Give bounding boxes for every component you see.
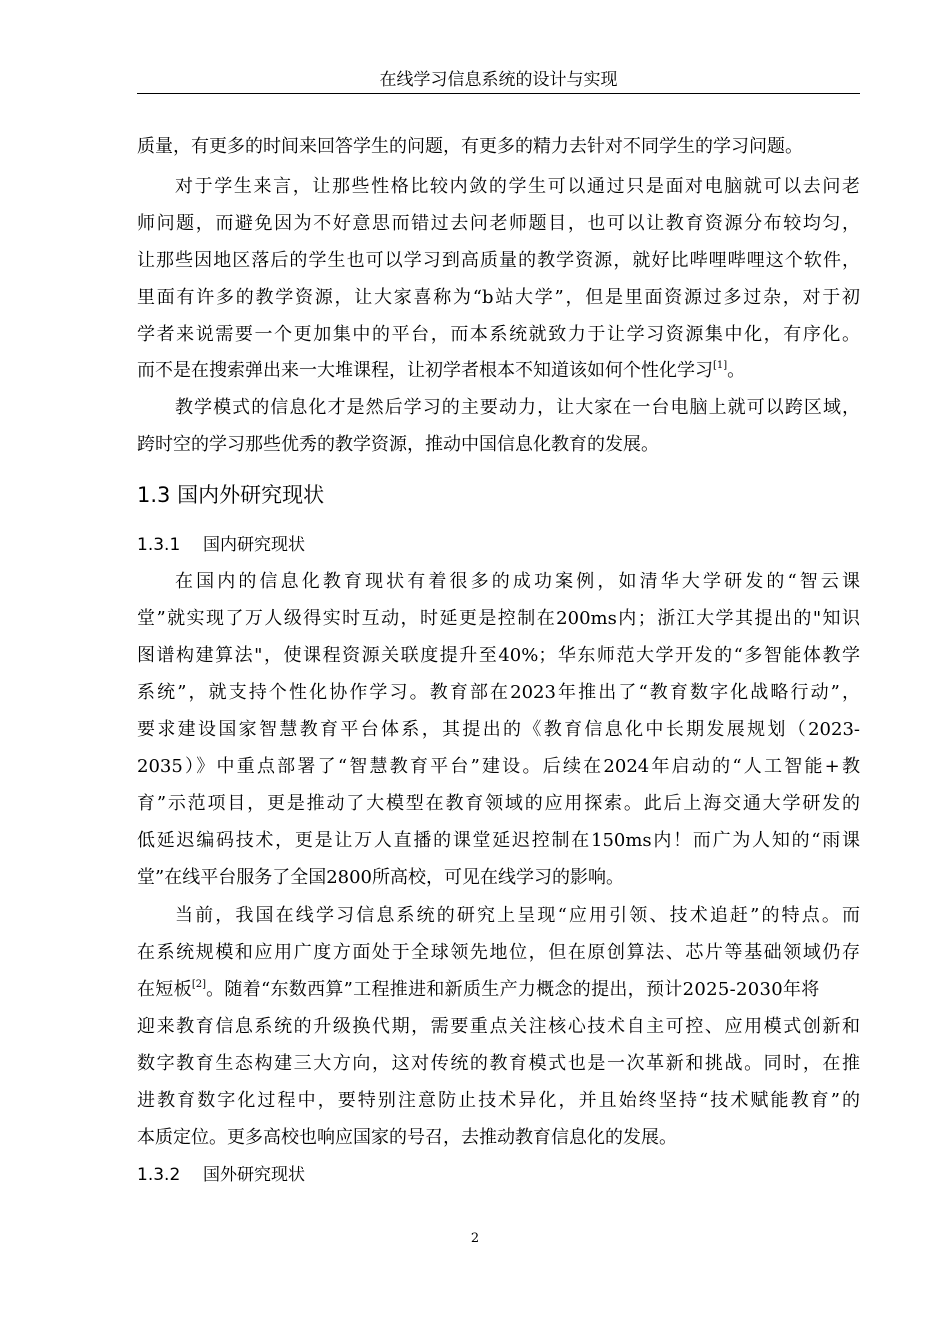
citation-ref[interactable]: [1]	[713, 360, 728, 371]
paragraph-line: 当前，我国在线学习信息系统的研究上呈现“应用引领、技术追赶”的特点。而	[175, 905, 860, 926]
paragraph-line: 迎来教育信息系统的升级换代期，需要重点关注核心技术自主可控、应用模式创新和	[137, 1016, 860, 1037]
paragraph-line: 学者来说需要一个更加集中的平台，而本系统就致力于让学习资源集中化，有序化。	[137, 324, 860, 345]
paragraph-line: 堂”在线平台服务了全国2800所高校，可见在线学习的影响。	[137, 867, 625, 888]
paragraph-line: 跨时空的学习那些优秀的教学资源，推动中国信息化教育的发展。	[137, 434, 659, 455]
page-number: 2	[470, 1231, 480, 1246]
paragraph-line: 系统”，就支持个性化协作学习。教育部在2023年推出了“教育数字化战略行动”，	[137, 682, 860, 703]
paragraph-line: 教学模式的信息化才是然后学习的主要动力，让大家在一台电脑上就可以跨区域，	[175, 397, 860, 418]
paragraph-line: 育”示范项目，更是推动了大模型在教育领域的应用探索。此后上海交通大学研发的	[137, 793, 860, 814]
paragraph-line: 要求建设国家智慧教育平台体系，其提出的《教育信息化中长期发展规划（2023-	[137, 719, 860, 740]
paragraph-line: 2035）》中重点部署了“智慧教育平台”建设。后续在2024年启动的“人工智能+教	[137, 756, 860, 777]
paragraph-line: 里面有许多的教学资源，让大家喜称为“b站大学”，但是里面资源过多过杂，对于初	[137, 287, 860, 308]
paragraph-text: 。随着“东数西算”工程推进和新质生产力概念的提出，预计2025-2030年将	[206, 979, 820, 1000]
paragraph-line: 进教育数字化过程中，要特别注意防止技术异化，并且始终坚持“技术赋能教育”的	[137, 1090, 860, 1111]
paragraph-line: 让那些因地区落后的学生也可以学习到高质量的教学资源，就好比哔哩哔哩这个软件，	[137, 250, 860, 271]
paragraph-text: 而不是在搜索弹出来一大堆课程，让初学者根本不知道该如何个性化学习	[137, 360, 713, 381]
subsection-number: 1.3.1	[137, 535, 181, 555]
subsection-number: 1.3.2	[137, 1165, 181, 1185]
paragraph-line	[137, 975, 860, 1005]
paragraph-line: 质量，有更多的时间来回答学生的问题，有更多的精力去针对不同学生的学习问题。	[137, 136, 803, 157]
running-header: 在线学习信息系统的设计与实现	[379, 70, 618, 90]
paragraph-line: 堂”就实现了万人级得实时互动，时延更是控制在200ms内；浙江大学其提出的"知识	[137, 608, 860, 629]
paragraph-line: 数字教育生态构建三大方向，这对传统的教育模式也是一次革新和挑战。同时，在推	[137, 1053, 860, 1074]
paragraph-text: 在短板	[137, 979, 192, 1000]
subsection-title: 国外研究现状	[203, 1165, 305, 1185]
subsection-heading	[137, 531, 305, 559]
subsection-title: 国内研究现状	[203, 535, 305, 555]
section-heading: 1.3 国内外研究现状	[137, 483, 325, 507]
paragraph-text: 。	[727, 360, 746, 381]
paragraph-line: 本质定位。更多高校也响应国家的号召，去推动教育信息化的发展。	[137, 1127, 677, 1148]
paragraph-line: 在系统规模和应用广度方面处于全球领先地位，但在原创算法、芯片等基础领域仍存	[137, 942, 860, 963]
subsection-heading	[137, 1161, 305, 1189]
header-rule	[137, 93, 860, 94]
paragraph-line: 在国内的信息化教育现状有着很多的成功案例，如清华大学研发的“智云课	[175, 571, 860, 592]
paragraph-line	[137, 356, 860, 386]
paragraph-line: 低延迟编码技术，更是让万人直播的课堂延迟控制在150ms内！而广为人知的“雨课	[137, 830, 860, 851]
paragraph-line: 对于学生来言，让那些性格比较内敛的学生可以通过只是面对电脑就可以去问老	[175, 176, 860, 197]
paragraph-line: 图谱构建算法"，使课程资源关联度提升至40%；华东师范大学开发的“多智能体教学	[137, 645, 860, 666]
citation-ref[interactable]: [2]	[191, 979, 207, 990]
paragraph-line: 师问题，而避免因为不好意思而错过去问老师题目，也可以让教育资源分布较均匀，	[137, 213, 860, 234]
